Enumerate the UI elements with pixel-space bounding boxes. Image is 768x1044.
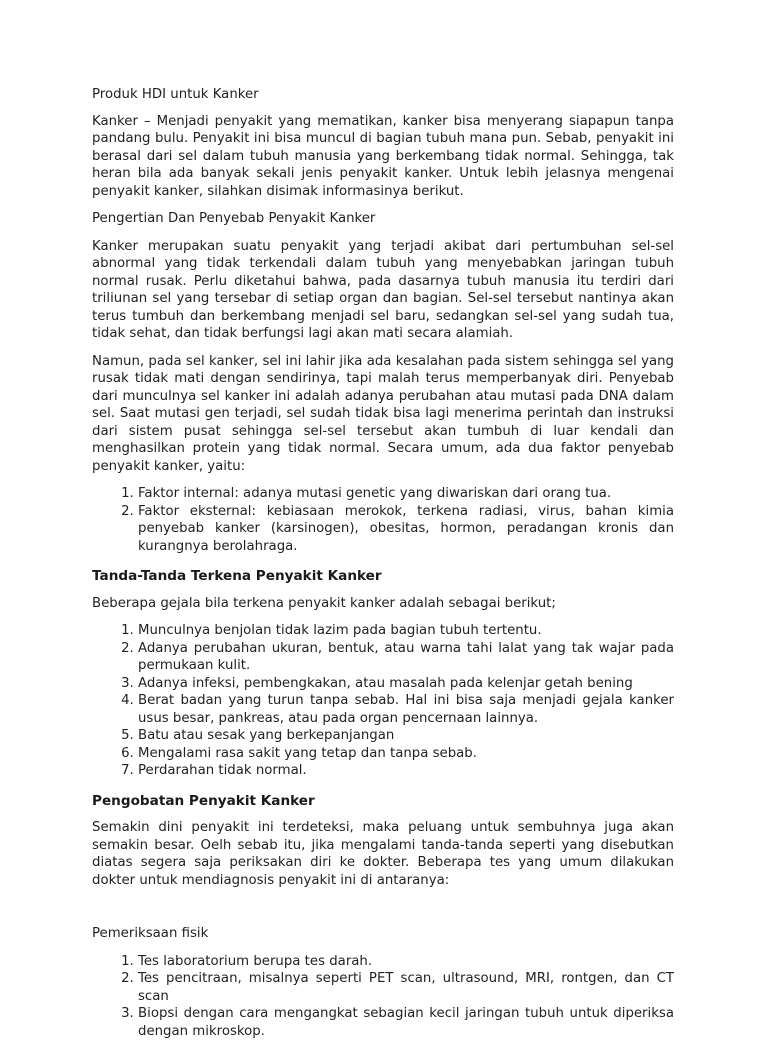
subheading-pemeriksaan-fisik: Pemeriksaan fisik [92,926,209,941]
list-item: 5. Batu atau sesak yang berkepanjangan [138,727,674,745]
symptoms-list [92,622,674,780]
list-item: 2. Faktor eksternal: kebiasaan merokok, terkena radiasi, virus, bahan kimia penyebab kanker (karsinogen), obesitas, hormon, peradangan kronis dan kurangnya berolahraga. [138,503,674,556]
list-item: 3. Biopsi dengan cara mengangkat sebagian kecil jaringan tubuh untuk diperiksa dengan mikroskop. [138,1005,674,1040]
list-item: 1. Faktor internal: adanya mutasi genetic yang diwariskan dari orang tua. [138,485,674,503]
list-item: 3. Adanya infeksi, pembengkakan, atau masalah pada kelenjar getah bening [138,675,674,693]
intro-paragraph: Kanker – Menjadi penyakit yang mematikan, kanker bisa menyerang siapapun tanpa pandang bulu. Penyakit ini bisa muncul di bagian tubuh mana pun. Sebab, penyakit ini berasal dari sel dalam tubuh manusia yang berkembang tidak normal. Sehingga, tak heran bila ada banyak sekali jenis penyakit kanker. Untuk lebih jelasnya mengenai penyakit kanker, silahkan disimak informasinya berikut. [92,113,674,199]
tanda-intro-paragraph: Beberapa gejala bila terkena penyakit kanker adalah sebagai berikut; [92,595,556,611]
list-item: 6. Mengalami rasa sakit yang tetap dan tanpa sebab. [138,745,674,763]
section-heading-pengertian: Pengertian Dan Penyebab Penyakit Kanker [92,211,376,226]
pengertian-paragraph-2: Namun, pada sel kanker, sel ini lahir jika ada kesalahan pada sistem sehingga sel yang rusak tidak mati dengan sendirinya, tapi malah terus memperbanyak diri. Penyebab dari munculnya sel kanker ini adalah adanya perubahan atau mutasi pada DNA dalam sel. Saat mutasi gen terjadi, sel sudah tidak bisa lagi menerima perintah dan instruksi dari sistem pusat sehingga sel-sel tersebut akan tumbuh di luar kendali dan menghasilkan protein yang tidak normal. Secara umum, ada dua faktor penyebab penyakit kanker, yaitu: [92,353,674,474]
list-item: 2. Tes pencitraan, misalnya seperti PET scan, ultrasound, MRI, rontgen, dan CT scan [138,970,674,1005]
list-item: 2. Adanya perubahan ukuran, bentuk, atau warna tahi lalat yang tak wajar pada permukaan kulit. [138,640,674,675]
cause-factors-list [92,485,674,555]
pengobatan-intro-paragraph: Semakin dini penyakit ini terdeteksi, maka peluang untuk sembuhnya juga akan semakin besar. Oelh sebab itu, jika mengalami tanda-tanda seperti yang disebutkan diatas segera saja periksakan diri ke dokter. Beberapa tes yang umum dilakukan dokter untuk mendiagnosis penyakit ini di antaranya: [92,820,674,888]
diagnostic-tests-list [92,953,674,1041]
list-item: 1. Munculnya benjolan tidak lazim pada bagian tubuh tertentu. [138,622,674,640]
section-heading-pengobatan: Pengobatan Penyakit Kanker [92,792,315,809]
spacer [92,899,674,925]
pengertian-paragraph-1: Kanker merupakan suatu penyakit yang terjadi akibat dari pertumbuhan sel-sel abnormal yang tidak terkendali dalam tubuh yang menyebabkan jaringan tubuh normal rusak. Perlu diketahui bahwa, pada dasarnya tubuh manusia itu terdiri dari triliunan sel yang tersebar di setiap organ dan bagian. Sel-sel tersebut nantinya akan terus tumbuh dan berkembang menjadi sel baru, sedangkan sel-sel yang sudah tua, tidak sehat, dan tidak berfungsi lagi akan mati secara alamiah. [92,238,674,341]
document-page [92,86,674,1044]
document-title: Produk HDI untuk Kanker [92,87,259,102]
list-item: 4. Berat badan yang turun tanpa sebab. Hal ini bisa saja menjadi gejala kanker usus besar, pankreas, atau pada organ pencernaan lainnya. [138,692,674,727]
list-item: 1. Tes laboratorium berupa tes darah. [138,953,674,971]
section-heading-tanda: Tanda-Tanda Terkena Penyakit Kanker [92,568,382,584]
list-item: 7. Perdarahan tidak normal. [138,762,674,780]
